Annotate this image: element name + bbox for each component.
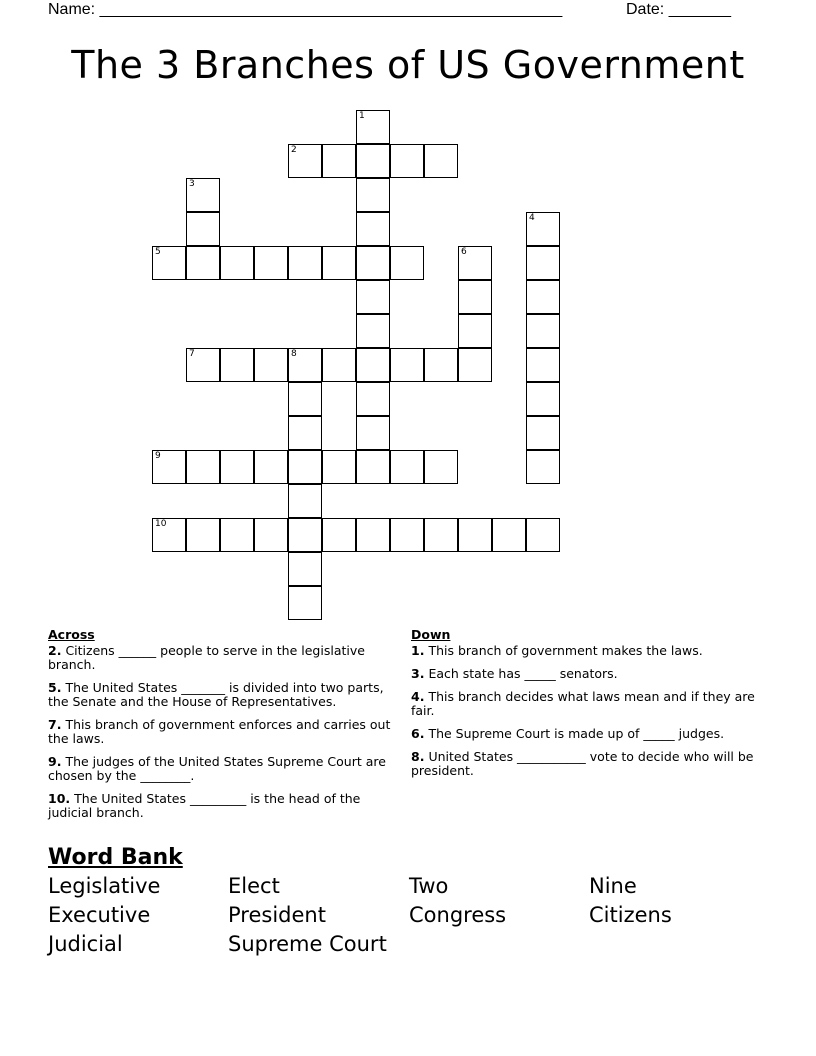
word-bank-item: Elect [228,874,280,898]
grid-cell[interactable] [526,450,560,484]
grid-cell[interactable] [186,178,220,212]
word-bank-item: President [228,903,326,927]
grid-cell[interactable] [390,144,424,178]
word-bank-item: Executive [48,903,151,927]
grid-cell[interactable] [186,348,220,382]
grid-cell[interactable] [356,144,390,178]
grid-cell[interactable] [356,212,390,246]
grid-cell[interactable] [288,348,322,382]
grid-cell[interactable] [322,518,356,552]
grid-cell[interactable] [356,518,390,552]
clue-across-2: 2. Citizens ______ people to serve in the legislative branch. [48,643,365,672]
clue-down-3: 3. Each state has _____ senators. [411,666,618,681]
grid-cell[interactable] [526,348,560,382]
grid-cell[interactable] [288,552,322,586]
grid-cell[interactable] [356,178,390,212]
grid-cell[interactable] [322,144,356,178]
word-bank-item: Supreme Court [228,932,387,956]
clue-across-10: 10. The United States _________ is the head of the judicial branch. [48,791,361,820]
cell-number: 2 [291,145,297,155]
cell-number: 4 [529,213,535,223]
grid-cell[interactable] [152,518,186,552]
grid-cell[interactable] [186,450,220,484]
across-clues [48,628,408,829]
across-heading: Across [48,627,95,642]
grid-cell[interactable] [458,518,492,552]
grid-cell[interactable] [356,110,390,144]
grid-cell[interactable] [220,246,254,280]
grid-cell[interactable] [322,348,356,382]
grid-cell[interactable] [254,246,288,280]
grid-cell[interactable] [186,518,220,552]
cell-number: 9 [155,451,161,461]
clue-across-5: 5. The United States _______ is divided into two parts, the Senate and the House of Representatives. [48,680,384,709]
grid-cell[interactable] [390,246,424,280]
grid-cell[interactable] [288,246,322,280]
cell-number: 6 [461,247,467,257]
date-label: Date: [626,1,665,18]
down-heading: Down [411,627,451,642]
word-bank-item: Citizens [589,903,672,927]
grid-cell[interactable] [458,348,492,382]
grid-cell[interactable] [288,144,322,178]
cell-number: 1 [359,111,365,121]
grid-cell[interactable] [356,246,390,280]
grid-cell[interactable] [458,280,492,314]
grid-cell[interactable] [152,450,186,484]
clue-down-1: 1. This branch of government makes the laws. [411,643,703,658]
grid-cell[interactable] [220,518,254,552]
word-bank-item: Two [409,874,449,898]
grid-cell[interactable] [526,416,560,450]
grid-cell[interactable] [322,246,356,280]
word-bank [48,872,788,959]
clue-down-4: 4. This branch decides what laws mean and if they are fair. [411,689,755,718]
grid-cell[interactable] [390,348,424,382]
grid-cell[interactable] [322,450,356,484]
grid-cell[interactable] [186,212,220,246]
grid-cell[interactable] [424,518,458,552]
grid-cell[interactable] [254,518,288,552]
grid-cell[interactable] [356,382,390,416]
name-label: Name: [48,1,96,18]
grid-cell[interactable] [424,348,458,382]
cell-number: 7 [189,349,195,359]
cell-number: 8 [291,349,297,359]
grid-cell[interactable] [288,382,322,416]
cell-number: 5 [155,247,161,257]
grid-cell[interactable] [424,450,458,484]
grid-cell[interactable] [152,246,186,280]
page-title: The 3 Branches of US Government [71,43,745,87]
date-blank[interactable]: _______ [668,1,731,18]
word-bank-title: Word Bank [48,845,183,870]
grid-cell[interactable] [458,246,492,280]
down-clues [411,628,771,787]
grid-cell[interactable] [288,416,322,450]
clue-across-7: 7. This branch of government enforces and carries out the laws. [48,717,391,746]
grid-cell[interactable] [424,144,458,178]
grid-cell[interactable] [356,348,390,382]
grid-cell[interactable] [220,450,254,484]
grid-cell[interactable] [526,382,560,416]
grid-cell[interactable] [288,484,322,518]
grid-cell[interactable] [526,314,560,348]
grid-cell[interactable] [526,212,560,246]
grid-cell[interactable] [526,280,560,314]
grid-cell[interactable] [356,314,390,348]
word-bank-item: Nine [589,874,637,898]
clue-down-8: 8. United States ___________ vote to decide who will be president. [411,749,754,778]
grid-cell[interactable] [356,280,390,314]
grid-cell[interactable] [526,246,560,280]
grid-cell[interactable] [492,518,526,552]
grid-cell[interactable] [254,450,288,484]
grid-cell[interactable] [288,450,322,484]
grid-cell[interactable] [356,416,390,450]
grid-cell[interactable] [390,518,424,552]
grid-cell[interactable] [390,450,424,484]
word-bank-item: Judicial [48,932,123,956]
grid-cell[interactable] [288,586,322,620]
grid-cell[interactable] [526,518,560,552]
name-blank[interactable]: ____________________________________________________ [99,1,563,18]
word-bank-item: Legislative [48,874,161,898]
grid-cell[interactable] [254,348,288,382]
grid-cell[interactable] [186,246,220,280]
word-bank-item: Congress [409,903,507,927]
cell-number: 10 [155,519,167,529]
clue-across-9: 9. The judges of the United States Supreme Court are chosen by the ________. [48,754,386,783]
cell-number: 3 [189,179,195,189]
grid-cell[interactable] [288,518,322,552]
grid-cell[interactable] [356,450,390,484]
grid-cell[interactable] [220,348,254,382]
grid-cell[interactable] [458,314,492,348]
clue-down-6: 6. The Supreme Court is made up of _____ judges. [411,726,725,741]
